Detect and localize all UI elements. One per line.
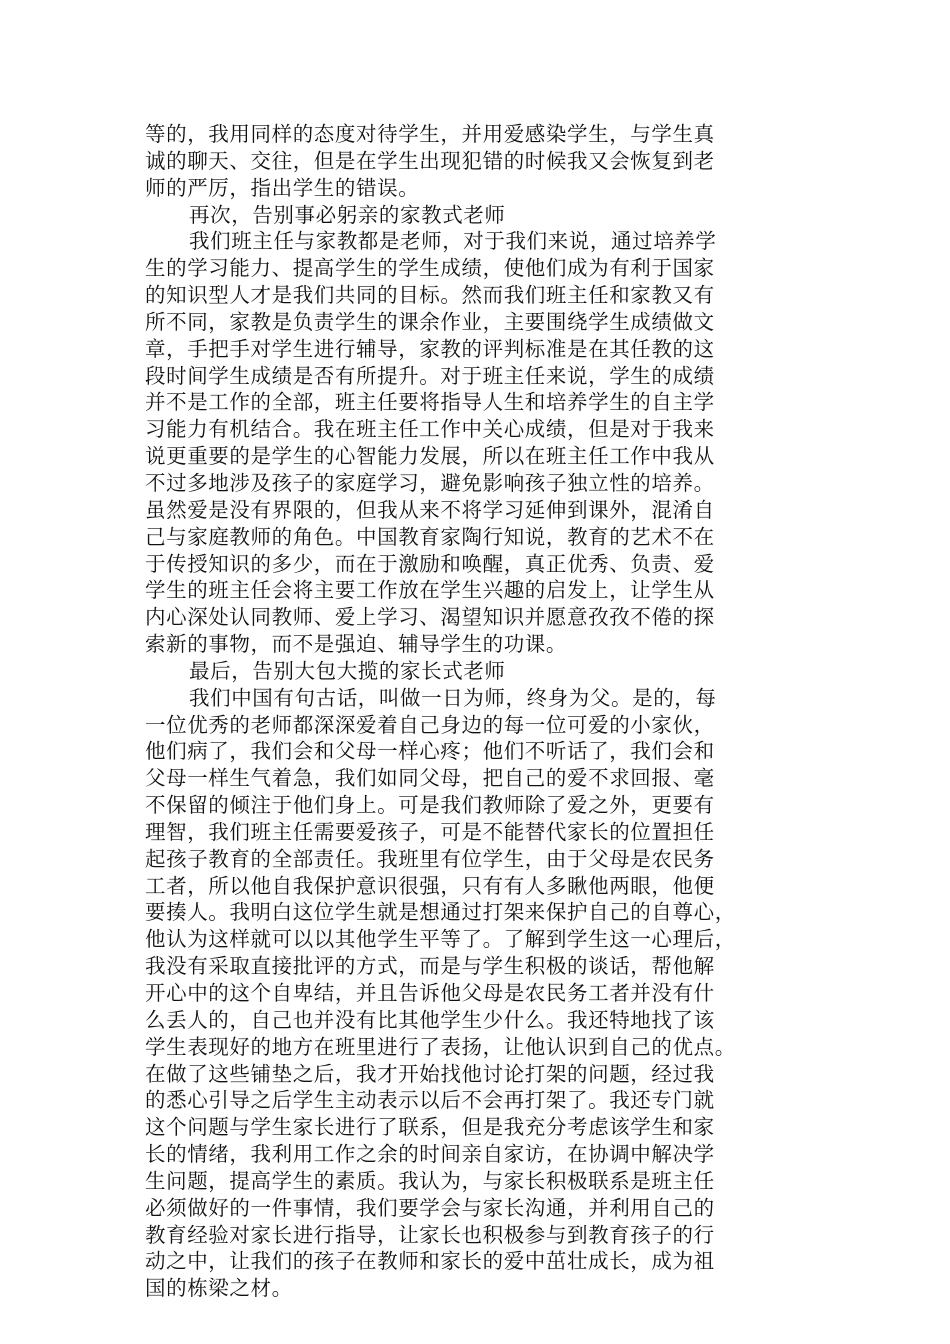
text-line: 等的，我用同样的态度对待学生，并用爱感染学生，与学生真	[145, 122, 715, 146]
text-line: 所不同，家教是负责学生的课余作业，主要围绕学生成绩做文	[145, 309, 715, 334]
text-line: 要揍人。我明白这位学生就是想通过打架来保护自己的自尊心，	[145, 900, 736, 925]
text-line: 不保留的倾注于他们身上。可是我们教师除了爱之外，更要有	[145, 793, 715, 818]
text-line: 他们病了，我们会和父母一样心疼；他们不听话了，我们会和	[145, 739, 715, 764]
text-line: 国的栋梁之材。	[145, 1276, 293, 1301]
text-line: 长的情绪，我利用工作之余的时间亲自家访，在协调中解决学	[145, 1142, 715, 1167]
text-line: 段时间学生成绩是否有所提升。对于班主任来说，学生的成绩	[145, 363, 715, 388]
text-line: 么丢人的，自己也并没有比其他学生少什么。我还特地找了该	[145, 1007, 715, 1032]
text-line: 动之中，让我们的孩子在教师和家长的爱中茁壮成长，成为祖	[145, 1249, 715, 1274]
text-line: 最后，告别大包大揽的家长式老师	[189, 658, 506, 683]
body-text	[145, 121, 805, 1302]
text-line: 章，手把手对学生进行辅导，家教的评判标准是在其任教的这	[145, 336, 715, 361]
text-line: 理智，我们班主任需要爱孩子，可是不能替代家长的位置担任	[145, 819, 715, 844]
text-line: 这个问题与学生家长进行了联系，但是我充分考虑该学生和家	[145, 1115, 715, 1140]
text-line: 己与家庭教师的角色。中国教育家陶行知说，教育的艺术不在	[145, 524, 715, 549]
text-line: 起孩子教育的全部责任。我班里有位学生，由于父母是农民务	[145, 846, 715, 871]
text-line: 在做了这些铺垫之后，我才开始找他讨论打架的问题，经过我	[145, 1061, 715, 1086]
text-line: 说更重要的是学生的心智能力发展，所以在班主任工作中我从	[145, 444, 715, 469]
text-line: 工者，所以他自我保护意识很强，只有有人多瞅他两眼，他便	[145, 873, 715, 898]
text-line: 习能力有机结合。我在班主任工作中关心成绩，但是对于我来	[145, 417, 715, 442]
text-line: 索新的事物，而不是强迫、辅导学生的功课。	[145, 632, 567, 657]
text-line: 他认为这样就可以以其他学生平等了。了解到学生这一心理后，	[145, 927, 736, 952]
text-line: 我没有采取直接批评的方式，而是与学生积极的谈话，帮他解	[145, 954, 715, 979]
text-line: 学生的班主任会将主要工作放在学生兴趣的启发上，让学生从	[145, 578, 715, 603]
text-line: 虽然爱是没有界限的，但我从来不将学习延伸到课外，混淆自	[145, 497, 715, 522]
text-line: 再次，告别事必躬亲的家教式老师	[189, 202, 506, 227]
text-line: 的悉心引导之后学生主动表示以后不会再打架了。我还专门就	[145, 1088, 715, 1113]
text-line: 并不是工作的全部，班主任要将指导人生和培养学生的自主学	[145, 390, 715, 415]
text-line: 生的学习能力、提高学生的学生成绩，使他们成为有利于国家	[145, 256, 715, 281]
text-line: 一位优秀的老师都深深爱着自己身边的每一位可爱的小家伙，	[145, 712, 715, 737]
text-line: 学生表现好的地方在班里进行了表扬，让他认识到自己的优点。	[145, 1034, 736, 1059]
text-line: 师的严厉，指出学生的错误。	[145, 175, 420, 200]
text-line: 内心深处认同教师、爱上学习、渴望知识并愿意孜孜不倦的探	[145, 605, 715, 630]
text-line: 我们中国有句古话，叫做一日为师，终身为父。是的，每	[189, 685, 717, 710]
text-line: 教育经验对家长进行指导，让家长也积极参与到教育孩子的行	[145, 1222, 715, 1247]
text-line: 必须做好的一件事情，我们要学会与家长沟通，并利用自己的	[145, 1195, 715, 1220]
text-line: 生问题，提高学生的素质。我认为，与家长积极联系是班主任	[145, 1168, 715, 1193]
text-line: 开心中的这个自卑结，并且告诉他父母是农民务工者并没有什	[145, 981, 715, 1005]
text-line: 父母一样生气着急，我们如同父母，把自己的爱不求回报、毫	[145, 766, 715, 791]
text-line: 不过多地涉及孩子的家庭学习，避免影响孩子独立性的培养。	[145, 470, 715, 495]
text-line: 我们班主任与家教都是老师，对于我们来说，通过培养学	[189, 229, 717, 254]
text-line: 诚的聊天、交往，但是在学生出现犯错的时候我又会恢复到老	[145, 148, 715, 173]
text-line: 的知识型人才是我们共同的目标。然而我们班主任和家教又有	[145, 283, 715, 308]
text-line: 于传授知识的多少，而在于激励和唤醒，真正优秀、负责、爱	[145, 551, 715, 576]
